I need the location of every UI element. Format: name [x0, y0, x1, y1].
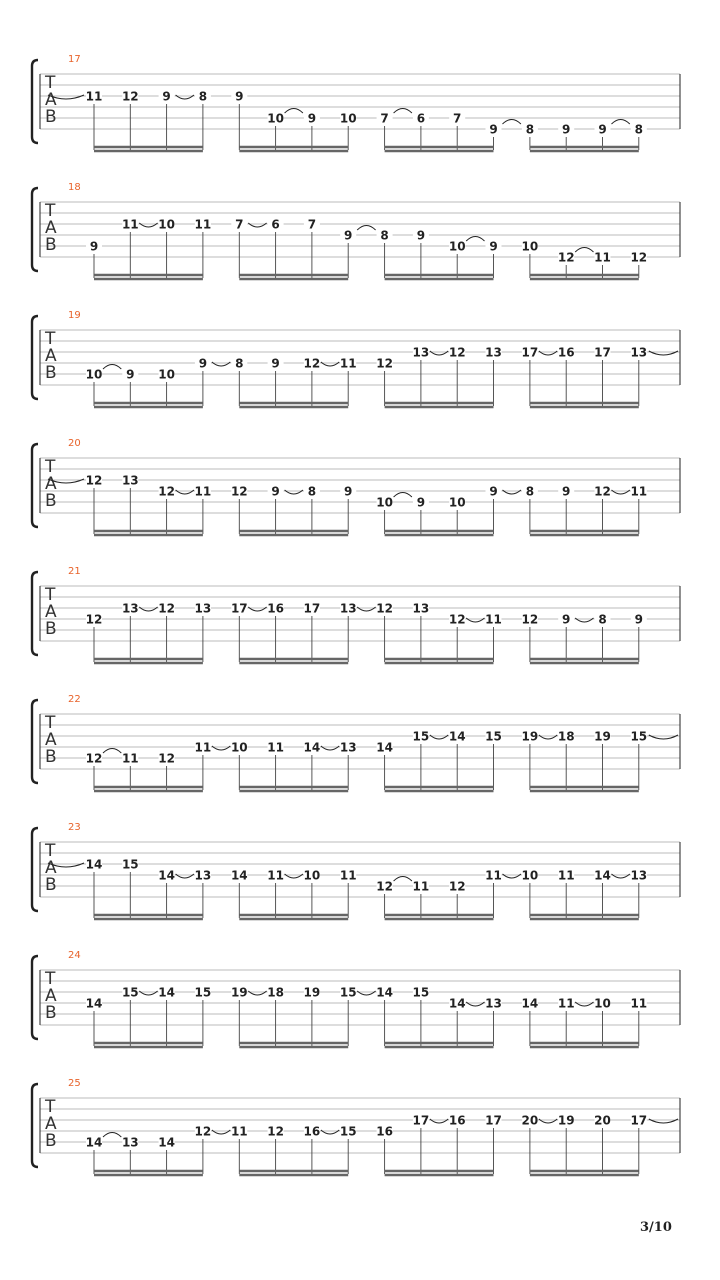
fret-number: 8: [380, 228, 389, 243]
fret-number: 8: [598, 612, 607, 627]
fret-number: 13: [485, 996, 502, 1011]
fret-number: 11: [557, 868, 575, 883]
fret-number: 11: [194, 484, 212, 499]
tab-system: [32, 310, 680, 407]
fret-number: 13: [630, 868, 648, 883]
fret-number: 14: [85, 996, 103, 1011]
fret-number: 17: [630, 1113, 648, 1128]
fret-number: 9: [416, 495, 426, 510]
tab-system: [32, 54, 680, 151]
fret-number: 9: [344, 484, 353, 499]
fret-number: 9: [235, 89, 244, 104]
fret-number: 10: [376, 495, 393, 510]
fret-number: 9: [89, 239, 99, 254]
system-bracket: [32, 572, 38, 655]
fret-number: 8: [235, 356, 244, 371]
fret-number: 9: [162, 89, 171, 104]
fret-number: 6: [416, 111, 426, 126]
fret-number: 10: [85, 367, 103, 382]
tab-clef-letter: T: [45, 457, 56, 477]
fret-number: 12: [521, 612, 539, 627]
measure-number: 25: [68, 1078, 81, 1089]
system-bracket: [32, 956, 38, 1039]
fret-number: 10: [158, 367, 175, 382]
fret-number: 14: [376, 740, 393, 755]
fret-number: 12: [267, 1124, 284, 1139]
fret-number: 9: [271, 484, 280, 499]
fret-number: 20: [594, 1113, 611, 1128]
fret-number: 13: [121, 473, 139, 488]
fret-number: 9: [198, 356, 208, 371]
fret-number: 8: [525, 484, 535, 499]
fret-number: 12: [158, 601, 175, 616]
fret-number: 11: [194, 217, 212, 232]
tab-clef-letter: T: [45, 201, 56, 221]
fret-number: 14: [448, 996, 466, 1011]
fret-number: 12: [448, 612, 466, 627]
fret-number: 15: [412, 729, 430, 744]
tab-clef-letter: T: [45, 713, 56, 733]
tie: [575, 248, 593, 253]
tie: [103, 365, 121, 370]
tie: [285, 109, 303, 114]
fret-number: 14: [230, 868, 248, 883]
fret-number: 12: [85, 473, 103, 488]
fret-number: 19: [557, 1113, 575, 1128]
tab-clef-letter: B: [45, 1131, 57, 1151]
tab-clef-letter: B: [45, 875, 57, 895]
fret-number: 13: [630, 345, 648, 360]
fret-number: 12: [85, 751, 103, 766]
fret-number: 12: [376, 601, 393, 616]
fret-number: 14: [594, 868, 611, 883]
fret-number: 13: [194, 868, 212, 883]
measure-number: 18: [68, 182, 81, 193]
fret-number: 12: [557, 250, 575, 265]
tab-clef-letter: A: [45, 346, 57, 366]
fret-number: 10: [448, 495, 466, 510]
fret-number: 6: [271, 217, 280, 232]
fret-number: 10: [448, 239, 466, 254]
fret-number: 16: [557, 345, 575, 360]
fret-number: 15: [121, 857, 139, 872]
tie: [103, 1133, 121, 1138]
measure-number: 19: [68, 310, 81, 321]
tab-clef-letter: A: [45, 90, 57, 110]
fret-number: 11: [267, 740, 284, 755]
tab-clef-letter: B: [45, 363, 57, 383]
tab-clef-letter: B: [45, 1003, 57, 1023]
tab-clef-letter: A: [45, 602, 57, 622]
fret-number: 11: [121, 751, 139, 766]
tab-clef-letter: T: [45, 1097, 56, 1117]
fret-number: 12: [376, 356, 393, 371]
fret-number: 13: [339, 740, 357, 755]
fret-number: 8: [307, 484, 317, 499]
fret-number: 8: [525, 122, 535, 137]
fret-number: 12: [448, 879, 466, 894]
fret-number: 15: [485, 729, 502, 744]
tab-clef-letter: A: [45, 730, 57, 750]
tab-clef-letter: A: [45, 218, 57, 238]
tab-clef-letter: B: [45, 491, 57, 511]
fret-number: 15: [630, 729, 648, 744]
tab-clef-letter: T: [45, 329, 56, 349]
fret-number: 11: [267, 868, 284, 883]
fret-number: 13: [485, 345, 502, 360]
fret-number: 12: [230, 484, 248, 499]
fret-number: 9: [489, 239, 498, 254]
fret-number: 7: [453, 111, 462, 126]
tie: [357, 226, 375, 231]
fret-number: 18: [557, 729, 575, 744]
tab-system: [32, 1078, 680, 1175]
fret-number: 12: [158, 751, 175, 766]
fret-number: 9: [307, 111, 317, 126]
fret-number: 14: [158, 868, 175, 883]
fret-number: 9: [344, 228, 353, 243]
system-bracket: [32, 700, 38, 783]
fret-number: 10: [230, 740, 248, 755]
tie: [503, 120, 521, 125]
fret-number: 12: [121, 89, 139, 104]
fret-number: 10: [521, 239, 539, 254]
fret-number: 7: [380, 111, 389, 126]
fret-number: 9: [126, 367, 135, 382]
fret-number: 12: [448, 345, 466, 360]
system-bracket: [32, 1084, 38, 1167]
fret-number: 15: [121, 985, 139, 1000]
tab-clef-letter: B: [45, 107, 57, 127]
system-bracket: [32, 444, 38, 527]
fret-number: 13: [412, 345, 430, 360]
system-bracket: [32, 316, 38, 399]
fret-number: 15: [339, 985, 357, 1000]
fret-number: 14: [521, 996, 539, 1011]
fret-number: 11: [630, 996, 648, 1011]
measure-number: 22: [68, 694, 81, 705]
fret-number: 11: [630, 484, 648, 499]
fret-number: 14: [158, 1135, 175, 1150]
tie: [466, 237, 484, 242]
fret-number: 11: [412, 879, 430, 894]
tab-clef-letter: T: [45, 969, 56, 989]
fret-number: 11: [339, 356, 357, 371]
fret-number: 14: [158, 985, 175, 1000]
fret-number: 11: [230, 1124, 248, 1139]
fret-number: 12: [194, 1124, 212, 1139]
fret-number: 13: [412, 601, 430, 616]
fret-number: 11: [557, 996, 575, 1011]
fret-number: 12: [594, 484, 611, 499]
fret-number: 12: [85, 612, 103, 627]
fret-number: 11: [194, 740, 212, 755]
tie: [103, 749, 121, 754]
tie: [394, 877, 412, 882]
fret-number: 16: [267, 601, 284, 616]
tab-clef-letter: A: [45, 986, 57, 1006]
fret-number: 13: [121, 601, 139, 616]
fret-number: 12: [303, 356, 321, 371]
tab-system: [32, 950, 680, 1047]
fret-number: 14: [85, 857, 103, 872]
fret-number: 14: [85, 1135, 103, 1150]
fret-number: 9: [562, 612, 571, 627]
tab-clef-letter: B: [45, 235, 57, 255]
fret-number: 14: [448, 729, 466, 744]
fret-number: 8: [198, 89, 208, 104]
fret-number: 13: [339, 601, 357, 616]
fret-number: 10: [521, 868, 539, 883]
fret-number: 10: [594, 996, 611, 1011]
fret-number: 15: [194, 985, 212, 1000]
fret-number: 16: [448, 1113, 466, 1128]
fret-number: 19: [230, 985, 248, 1000]
fret-number: 17: [412, 1113, 430, 1128]
fret-number: 19: [594, 729, 611, 744]
fret-number: 9: [489, 484, 498, 499]
fret-number: 15: [339, 1124, 357, 1139]
fret-number: 10: [303, 868, 321, 883]
fret-number: 15: [412, 985, 430, 1000]
tie: [612, 120, 630, 125]
fret-number: 17: [594, 345, 611, 360]
tie: [394, 109, 412, 114]
fret-number: 14: [303, 740, 321, 755]
fret-number: 11: [485, 868, 502, 883]
fret-number: 8: [634, 122, 643, 137]
fret-number: 12: [158, 484, 175, 499]
measure-number: 23: [68, 822, 81, 833]
fret-number: 7: [235, 217, 244, 232]
fret-number: 10: [158, 217, 175, 232]
fret-number: 11: [485, 612, 502, 627]
system-bracket: [32, 188, 38, 271]
tab-system: [32, 182, 680, 279]
fret-number: 17: [485, 1113, 502, 1128]
fret-number: 9: [634, 612, 643, 627]
fret-number: 11: [339, 868, 357, 883]
fret-number: 9: [562, 484, 571, 499]
tab-clef-letter: T: [45, 585, 56, 605]
fret-number: 9: [598, 122, 607, 137]
tab-system: [32, 694, 680, 791]
fret-number: 19: [303, 985, 321, 1000]
fret-number: 16: [376, 1124, 393, 1139]
tab-clef-letter: T: [45, 841, 56, 861]
measure-number: 17: [68, 54, 81, 65]
fret-number: 9: [562, 122, 571, 137]
fret-number: 9: [489, 122, 498, 137]
fret-number: 10: [267, 111, 284, 126]
fret-number: 18: [267, 985, 284, 1000]
fret-number: 11: [594, 250, 611, 265]
fret-number: 7: [307, 217, 317, 232]
fret-number: 10: [339, 111, 357, 126]
fret-number: 12: [630, 250, 648, 265]
tie: [394, 493, 412, 498]
fret-number: 11: [121, 217, 139, 232]
tab-system: [32, 566, 680, 663]
tab-clef-letter: A: [45, 858, 57, 878]
fret-number: 13: [194, 601, 212, 616]
fret-number: 9: [416, 228, 426, 243]
tab-clef-letter: A: [45, 474, 57, 494]
fret-number: 19: [521, 729, 539, 744]
measure-number: 21: [68, 566, 81, 577]
system-bracket: [32, 828, 38, 911]
fret-number: 17: [521, 345, 539, 360]
page-number: 3/10: [640, 1220, 672, 1235]
tab-clef-letter: T: [45, 73, 56, 93]
tab-system: [32, 822, 680, 919]
tab-system: [32, 438, 680, 535]
fret-number: 14: [376, 985, 393, 1000]
tab-clef-letter: B: [45, 747, 57, 767]
system-bracket: [32, 60, 38, 143]
fret-number: 16: [303, 1124, 321, 1139]
tab-clef-letter: A: [45, 1114, 57, 1134]
tab-clef-letter: B: [45, 619, 57, 639]
fret-number: 20: [521, 1113, 539, 1128]
fret-number: 9: [271, 356, 280, 371]
measure-number: 24: [68, 950, 81, 961]
fret-number: 17: [230, 601, 248, 616]
fret-number: 13: [121, 1135, 139, 1150]
fret-number: 11: [85, 89, 103, 104]
fret-number: 17: [303, 601, 321, 616]
measure-number: 20: [68, 438, 81, 449]
fret-number: 12: [376, 879, 393, 894]
